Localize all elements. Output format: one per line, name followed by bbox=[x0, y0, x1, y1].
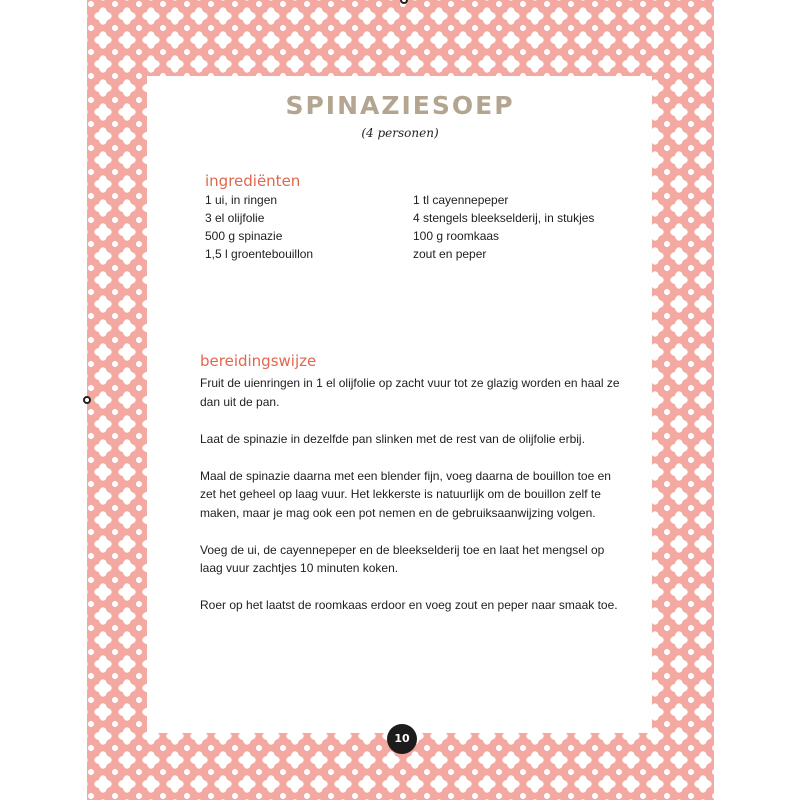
preparation-step: Roer op het laatst de roomkaas erdoor en voeg zout en peper naar smaak toe. bbox=[200, 598, 618, 612]
ingredient-item: 1 tl cayennepeper bbox=[413, 193, 509, 207]
ingredient-item: 500 g spinazie bbox=[205, 229, 283, 243]
page-number-badge: 10 bbox=[387, 724, 417, 754]
ingredient-item: 3 el olijfolie bbox=[205, 211, 265, 225]
ingredients-list-right bbox=[413, 191, 594, 263]
servings-note: (4 personen) bbox=[361, 126, 439, 140]
preparation-step: Maal de spinazie daarna met een blender fijn, voeg daarna de bouillon toe en zet het geheel op laag vuur. Het lekkerste is natuurlijk om de bouillon zelf te maken, maar je mag ook een pot nemen en de gebruiksaanwijzing volgen. bbox=[200, 468, 611, 520]
ingredient-item: zout en peper bbox=[413, 247, 487, 261]
preparation-step: Laat de spinazie in dezelfde pan slinken met de rest van de olijfolie erbij. bbox=[200, 431, 585, 446]
ingredient-item: 100 g roomkaas bbox=[413, 229, 500, 243]
preparation-steps bbox=[200, 374, 620, 633]
ingredient-item: 4 stengels bleekselderij, in stukjes bbox=[413, 211, 595, 225]
registration-mark-icon bbox=[83, 396, 91, 404]
preparation-heading: bereidingswijze bbox=[200, 352, 317, 370]
recipe-title: SPINAZIESOEP bbox=[285, 91, 515, 120]
ingredients-heading: ingrediënten bbox=[205, 172, 301, 190]
ingredients-list-left bbox=[205, 191, 313, 263]
ingredient-item: 1,5 l groentebouillon bbox=[205, 247, 314, 261]
preparation-step: Voeg de ui, de cayennepeper en de bleekselderij toe en laat het mengsel op laag vuur zachtjes 10 minuten koken. bbox=[200, 542, 605, 575]
preparation-step: Fruit de uienringen in 1 el olijfolie op zacht vuur tot ze glazig worden en haal ze dan uit de pan. bbox=[200, 376, 620, 409]
ingredient-item: 1 ui, in ringen bbox=[205, 193, 278, 207]
